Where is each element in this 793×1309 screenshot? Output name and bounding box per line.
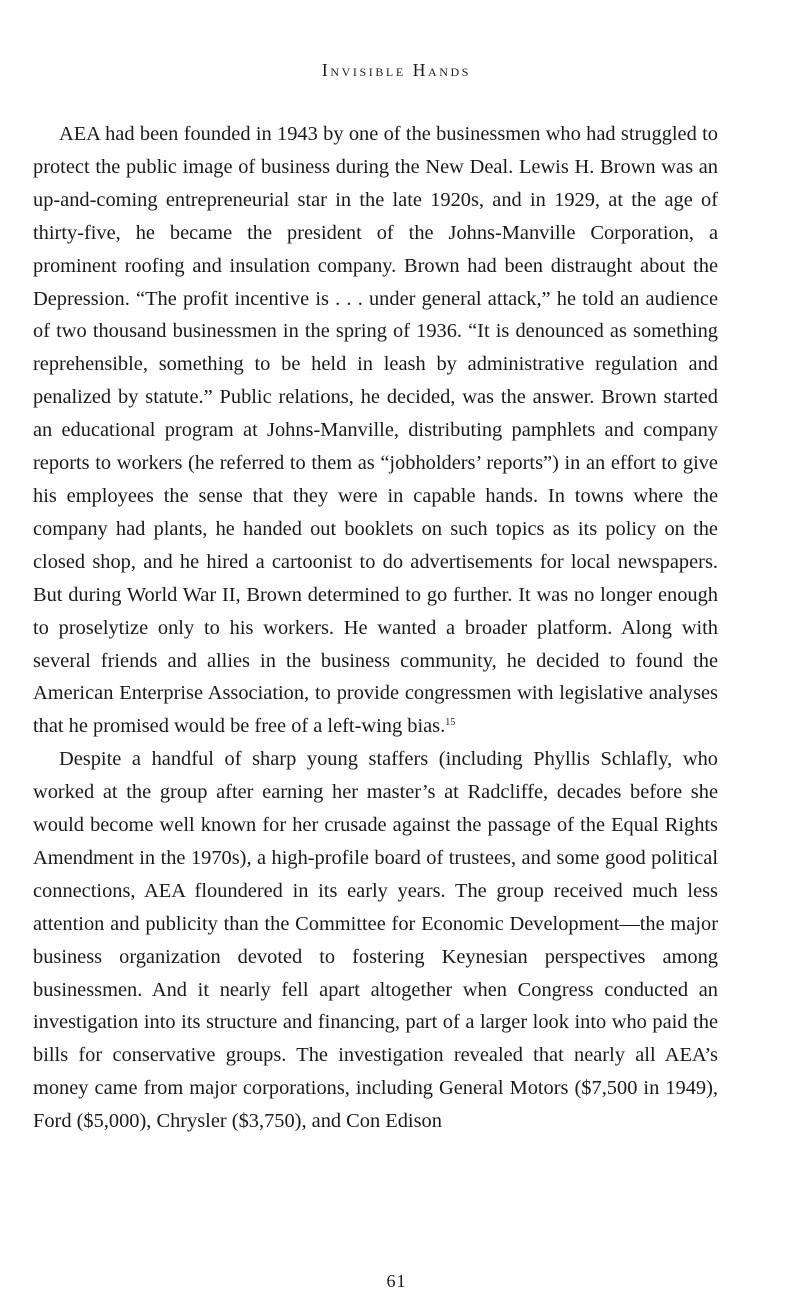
footnote-marker: 15 [445, 717, 456, 729]
paragraph-text: AEA had been founded in 1943 by one of the businessmen who had struggled to protect the public image of business during the New Deal. Lewis H. Brown was an up-and-coming entrepreneurial star in the late 1920s, and in 1929, at the age of thirty-five, he became the president of the Johns-Manville Corporation, a prominent roofing and insulation company. Brown had been distraught about the Depression. “The profit incentive is . . . under general attack,” he told an audience of two thousand businessmen in the spring of 1936. “It is denounced as something reprehensible, something to be held in leash by administrative regulation and penalized by statute.” Public relations, he decided, was the answer. Brown started an educational program at Johns-Manville, distributing pamphlets and company reports to workers (he referred to them as “jobholders’ reports”) in an effort to give his employees the sense that they were in capable hands. In towns where the company had plants, he handed out booklets on such topics as its policy on the closed shop, and he hired a cartoonist to do advertisements for local newspapers. But during World War II, Brown determined to go further. It was no longer enough to proselytize only to his workers. He wanted a broader platform. Along with several friends and allies in the business community, he decided to found the American Enterprise Association, to provide congressmen with legislative analyses that he promised would be free of a left-wing bias. [33, 123, 718, 738]
paragraph [33, 743, 718, 1138]
paragraph [33, 118, 718, 743]
running-head: Invisible Hands [321, 60, 472, 80]
body-text [33, 118, 718, 1138]
page-number: 61 [386, 1271, 407, 1291]
paragraph-text: Despite a handful of sharp young staffers (including Phyllis Schlafly, who worked at the group after earning her master’s at Radcliffe, decades before she would become well known for her crusade against the passage of the Equal Rights Amendment in the 1970s), a high-profile board of trustees, and some good political connections, AEA floundered in its early years. The group received much less attention and publicity than the Committee for Economic Development—the major business organization devoted to fostering Keynesian perspectives among businessmen. And it nearly fell apart altogether when Congress conducted an investigation into its structure and financing, part of a larger look into who paid the bills for conservative groups. The investigation revealed that nearly all AEA’s money came from major corporations, including General Motors ($7,500 in 1949), Ford ($5,000), Chrysler ($3,750), and Con Edison [33, 748, 718, 1133]
